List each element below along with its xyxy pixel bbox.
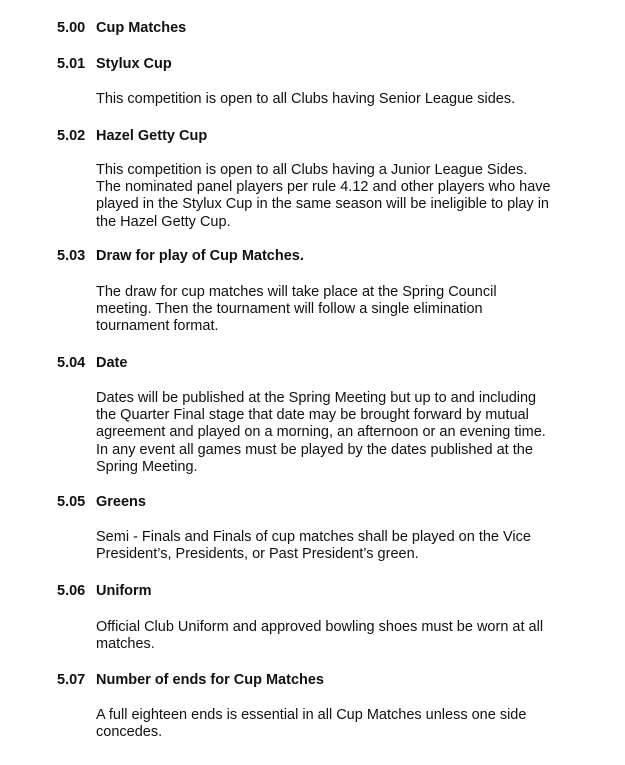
section-heading-5-00 <box>57 19 186 37</box>
section-body-5-02 <box>96 162 586 231</box>
section-heading-5-05 <box>57 493 146 511</box>
section-title: Date <box>96 355 128 371</box>
section-heading-5-07 <box>57 671 324 689</box>
section-title: Uniform <box>96 583 152 599</box>
body-line: This competition is open to all Clubs having Senior League sides. <box>96 91 516 107</box>
section-number: 5.00 <box>57 20 86 36</box>
section-body-5-05 <box>96 529 586 563</box>
body-line: The draw for cup matches will take place at the Spring Council <box>96 284 497 300</box>
section-title: Greens <box>96 494 146 510</box>
section-body-5-07 <box>96 707 586 741</box>
body-line: President’s, Presidents, or Past President’s green. <box>96 546 419 563</box>
section-number: 5.02 <box>57 128 86 144</box>
body-line: agreement and played on a morning, an afternoon or an evening time. <box>96 424 546 441</box>
section-title: Number of ends for Cup Matches <box>96 672 324 688</box>
section-number: 5.06 <box>57 583 86 599</box>
section-title: Cup Matches <box>96 20 187 36</box>
body-line: concedes. <box>96 724 163 741</box>
body-line: the Hazel Getty Cup. <box>96 213 231 230</box>
section-heading-5-01 <box>57 55 172 73</box>
body-line: meeting. Then the tournament will follow a single elimination <box>96 301 483 318</box>
body-line: the Quarter Final stage that date may be brought forward by mutual <box>96 407 529 424</box>
section-title: Hazel Getty Cup <box>96 128 208 144</box>
section-number: 5.01 <box>57 56 86 72</box>
body-line: The nominated panel players per rule 4.12 and other players who have <box>96 179 551 196</box>
section-heading-5-06 <box>57 582 152 600</box>
section-number: 5.03 <box>57 248 86 264</box>
body-line: A full eighteen ends is essential in all Cup Matches unless one side <box>96 707 527 723</box>
section-title: Draw for play of Cup Matches. <box>96 248 304 264</box>
section-body-5-04 <box>96 390 586 476</box>
body-line: This competition is open to all Clubs having a Junior League Sides. <box>96 162 528 178</box>
section-title: Stylux Cup <box>96 56 172 72</box>
section-heading-5-04 <box>57 354 127 372</box>
section-heading-5-02 <box>57 127 207 145</box>
section-number: 5.05 <box>57 494 86 510</box>
section-number: 5.04 <box>57 355 86 371</box>
body-line: played in the Stylux Cup in the same season will be ineligible to play in <box>96 196 549 213</box>
section-body-5-06 <box>96 619 586 653</box>
body-line: matches. <box>96 636 155 653</box>
body-line: Official Club Uniform and approved bowling shoes must be worn at all <box>96 619 544 635</box>
body-line: Spring Meeting. <box>96 458 198 475</box>
section-number: 5.07 <box>57 672 86 688</box>
section-heading-5-03 <box>57 247 304 265</box>
section-body-5-01 <box>96 91 586 108</box>
body-line: tournament format. <box>96 318 219 335</box>
section-body-5-03 <box>96 284 586 336</box>
body-line: In any event all games must be played by the dates published at the <box>96 441 533 458</box>
body-line: Semi - Finals and Finals of cup matches shall be played on the Vice <box>96 529 531 545</box>
body-line: Dates will be published at the Spring Meeting but up to and including <box>96 390 537 406</box>
